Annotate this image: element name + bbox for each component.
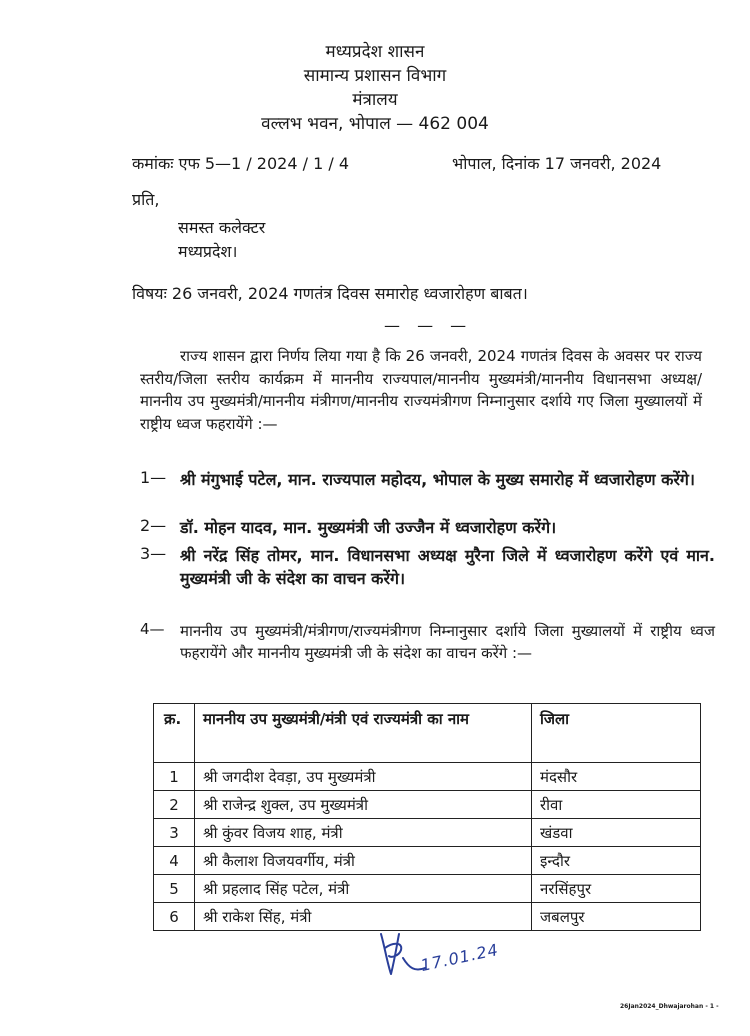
signature-date: 17.01.24 — [418, 939, 501, 976]
list-item-number: 1— — [140, 468, 167, 487]
table-row — [154, 847, 701, 875]
cell-serial: 4 — [154, 847, 195, 875]
cell-serial: 6 — [154, 903, 195, 931]
addressee-prati: प्रति, — [132, 190, 160, 209]
column-header-serial: क्र. — [154, 704, 195, 763]
list-item-4 — [140, 620, 715, 664]
reference-number: कमांकः एफ 5—1 / 2024 / 1 / 4 — [132, 154, 350, 173]
cell-name: श्री प्रहलाद सिंह पटेल, मंत्री — [195, 875, 532, 903]
cell-district: खंडवा — [532, 819, 701, 847]
cell-serial: 5 — [154, 875, 195, 903]
cell-district: रीवा — [532, 791, 701, 819]
table-row — [154, 763, 701, 791]
footer-file-reference: 26Jan2024_Dhwajarohan - 1 - — [620, 1003, 719, 1010]
signature-stroke — [381, 934, 425, 974]
list-item-2 — [140, 516, 715, 539]
cell-name: श्री राकेश सिंह, मंत्री — [195, 903, 532, 931]
list-item-text: श्री मंगुभाई पटेल, मान. राज्यपाल महोदय, भोपाल के मुख्य समारोह में ध्वजारोहण करेंगे। — [180, 470, 695, 489]
addressee-line-2: मध्यप्रदेश। — [178, 242, 238, 261]
list-item-number: 4— — [140, 620, 165, 638]
list-item-text: डॉ. मोहन यादव, मान. मुख्यमंत्री जी उज्जैन में ध्वजारोहण करेंगे। — [180, 518, 557, 537]
cell-name: श्री कैलाश विजयवर्गीय, मंत्री — [195, 847, 532, 875]
cell-serial: 1 — [154, 763, 195, 791]
list-item-text: माननीय उप मुख्यमंत्री/मंत्रीगण/राज्यमंत्रीगण निम्नानुसार दर्शाये जिला मुख्यालयों में राष्ट्रीय ध्वज फहरायेंगे और माननीय मुख्यमंत्री जी के संदेश का वाचन करेंगे :— — [180, 622, 715, 662]
intro-paragraph-text: राज्य शासन द्वारा निर्णय लिया गया है कि 26 जनवरी, 2024 गणतंत्र दिवस के अवसर पर राज्य स्तरीय/जिला स्तरीय कार्यक्रम में माननीय राज्यपाल/माननीय मुख्यमंत्री/माननीय विधानसभा अध्यक्ष/माननीय उप मुख्यमंत्री/माननीय मंत्रीगण/माननीय राज्यमंत्रीगण निम्नानुसार दर्शाये गए जिला मुख्यालयों में राष्ट्रीय ध्वज फहरायेंगे :— — [140, 347, 702, 433]
table-header-row — [154, 704, 701, 763]
letterhead — [0, 40, 750, 136]
place-and-date: भोपाल, दिनांक 17 जनवरी, 2024 — [452, 154, 662, 173]
addressee-line-1: समस्त कलेक्टर — [178, 218, 266, 237]
intro-paragraph — [140, 345, 702, 435]
letterhead-line-address: वल्लभ भवन, भोपाल — 462 004 — [261, 114, 489, 134]
list-item-number: 2— — [140, 516, 167, 535]
column-header-name: माननीय उप मुख्यमंत्री/मंत्री एवं राज्यमंत्री का नाम — [195, 704, 532, 763]
list-item-number: 3— — [140, 544, 167, 563]
list-item-1 — [140, 468, 715, 491]
cell-name: श्री राजेन्द्र शुक्ल, उप मुख्यमंत्री — [195, 791, 532, 819]
table-row — [154, 819, 701, 847]
table-row — [154, 903, 701, 931]
cell-district: नरसिंहपुर — [532, 875, 701, 903]
separator: — — — — [384, 316, 473, 335]
letterhead-line-government: मध्यप्रदेश शासन — [325, 42, 425, 62]
cell-serial: 3 — [154, 819, 195, 847]
letterhead-line-ministry: मंत्रालय — [352, 90, 398, 110]
column-header-district: जिला — [532, 704, 701, 763]
cell-name: श्री कुंवर विजय शाह, मंत्री — [195, 819, 532, 847]
table-row — [154, 791, 701, 819]
table-row — [154, 875, 701, 903]
cell-district: इन्दौर — [532, 847, 701, 875]
ministers-district-table — [153, 703, 701, 931]
cell-district: जबलपुर — [532, 903, 701, 931]
cell-district: मंदसौर — [532, 763, 701, 791]
cell-serial: 2 — [154, 791, 195, 819]
cell-name: श्री जगदीश देवड़ा, उप मुख्यमंत्री — [195, 763, 532, 791]
subject-line: विषयः 26 जनवरी, 2024 गणतंत्र दिवस समारोह ध्वजारोहण बाबत। — [132, 284, 528, 303]
list-item-text: श्री नरेंद्र सिंह तोमर, मान. विधानसभा अध्यक्ष मुरैना जिले में ध्वजारोहण करेंगे एवं मान. मुख्यमंत्री जी के संदेश का वाचन करेंगे। — [180, 546, 715, 588]
letterhead-line-department: सामान्य प्रशासन विभाग — [303, 66, 447, 86]
list-item-3 — [140, 544, 715, 590]
